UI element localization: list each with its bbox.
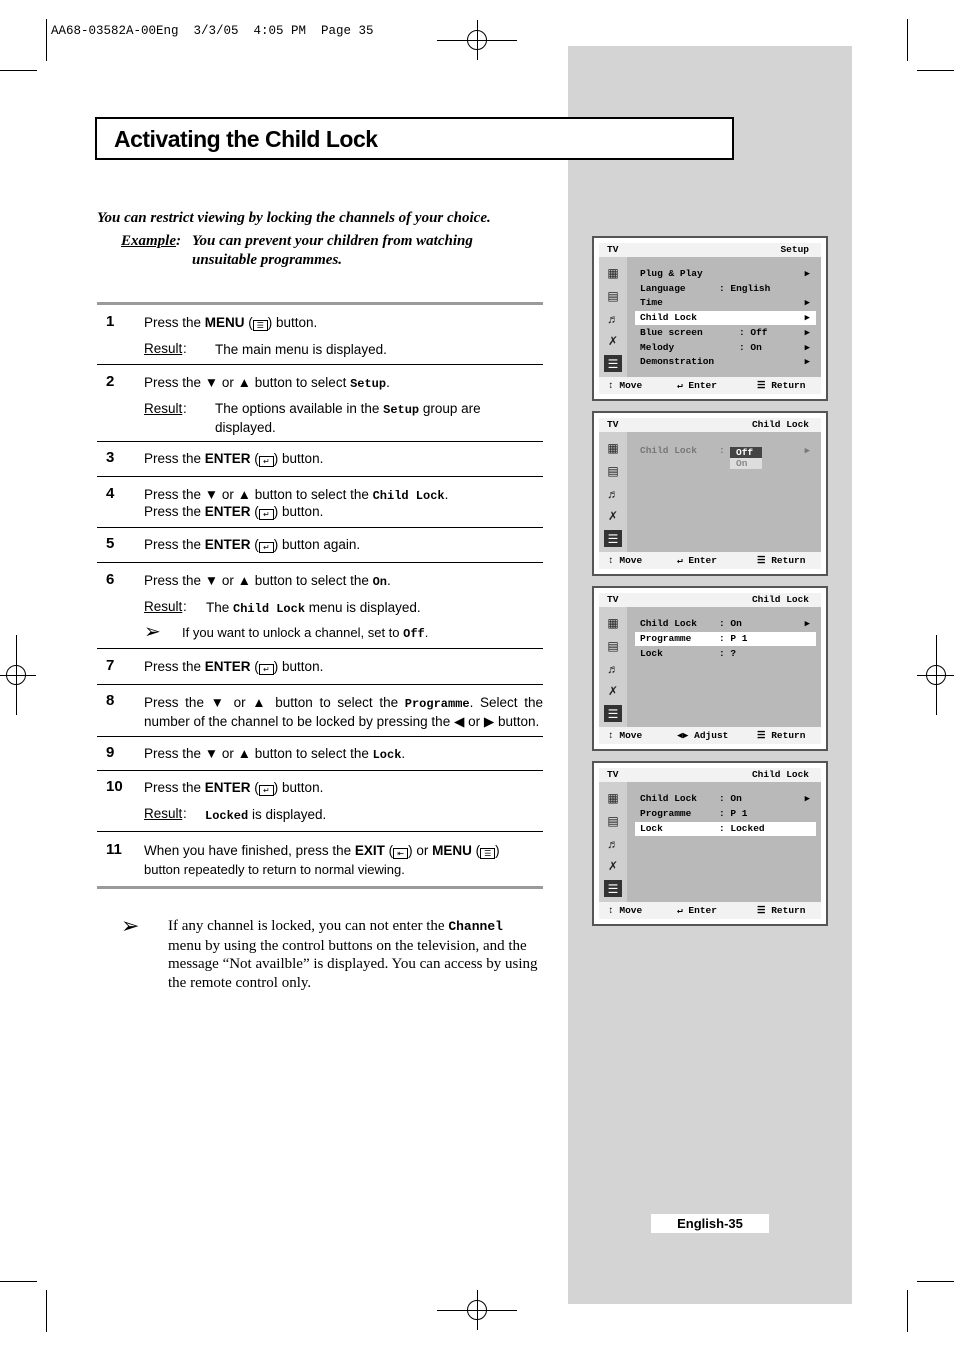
- registration-line: [477, 1290, 478, 1330]
- divider: [97, 736, 543, 737]
- step-number: 6: [106, 571, 115, 588]
- result-colon: :: [183, 806, 187, 821]
- enter-icon: ↵: [259, 509, 274, 520]
- osd-row: Language : English: [640, 283, 771, 294]
- example-colon: :: [176, 233, 181, 249]
- sound-icon: ♬: [607, 311, 619, 326]
- step-number: 1: [106, 313, 115, 330]
- result-label: Result: [144, 599, 183, 614]
- antenna-icon: ✗: [607, 858, 619, 873]
- crop-mark: [917, 70, 954, 71]
- osd-tv-label: TV: [607, 594, 619, 605]
- picture-icon: ▦: [607, 615, 619, 630]
- enter-icon: ↵: [259, 456, 274, 467]
- antenna-icon: ✗: [607, 683, 619, 698]
- step-instruction: Press the ▼ or ▲ button to select the Child Lock.: [144, 487, 449, 503]
- crop-mark: [917, 1281, 954, 1282]
- step-instruction: Press the ▼ or ▲ button to select the Programme. Select the number of the channel to be locked by pressing the ◀ or ▶ button.: [144, 695, 543, 729]
- setup-icon: ☰: [604, 880, 622, 897]
- divider: [97, 527, 543, 528]
- step-instruction: Press the ▼ or ▲ button to select the Lock.: [144, 746, 406, 762]
- antenna-icon: ✗: [607, 508, 619, 523]
- osd-tv-label: TV: [607, 244, 619, 255]
- step-instruction: Press the ENTER ( ↵ ) button.: [144, 504, 324, 519]
- step-instruction: Press the MENU ( ☰ ) button.: [144, 315, 318, 330]
- osd-row: Blue screen : Off ▶: [640, 327, 810, 338]
- step-number: 4: [106, 485, 115, 502]
- osd-screen-child-lock: [592, 411, 828, 576]
- step-instruction: Press the ENTER ( ↵ ) button again.: [144, 537, 361, 552]
- step-instruction: Press the ▼ or ▲ button to select Setup.: [144, 375, 390, 391]
- page-title: Activating the Child Lock: [114, 126, 378, 152]
- osd-title: Child Lock: [751, 769, 809, 780]
- osd-row-selected: Lock : Locked: [635, 822, 816, 836]
- osd-side-icons: [599, 782, 627, 902]
- osd-option-selected: Off: [730, 447, 762, 458]
- osd-footer: ↕ Move ↵ Enter ☰ Return: [599, 377, 821, 394]
- picture-icon: ▦: [607, 440, 619, 455]
- osd-option: On: [730, 458, 762, 469]
- example-label: Example: [121, 233, 176, 249]
- setup-icon: ☰: [604, 705, 622, 722]
- step-number: 2: [106, 373, 115, 390]
- picture-icon: ▦: [607, 790, 619, 805]
- registration-line: [936, 635, 937, 715]
- result-text: Locked is displayed.: [205, 807, 327, 823]
- crop-mark: [46, 1290, 47, 1332]
- result-label: Result: [144, 401, 183, 416]
- registration-line: [16, 635, 17, 715]
- result-colon: :: [183, 599, 187, 614]
- result-colon: :: [183, 341, 187, 356]
- osd-title: Child Lock: [751, 419, 809, 430]
- result-label: Result: [144, 341, 183, 356]
- divider: [97, 684, 543, 685]
- osd-row: Melody : On ▶: [640, 342, 810, 353]
- antenna-icon: ✗: [607, 333, 619, 348]
- osd-row: Child Lock : On ▶: [640, 793, 810, 804]
- osd-tv-label: TV: [607, 769, 619, 780]
- osd-side-icons: [599, 257, 627, 377]
- crop-mark: [0, 70, 37, 71]
- channel-icon: ▤: [607, 813, 619, 828]
- note-text: If you want to unlock a channel, set to Off.: [182, 625, 429, 641]
- result-text: The Child Lock menu is displayed.: [206, 600, 421, 616]
- osd-screen-lock: [592, 761, 828, 926]
- sound-icon: ♬: [607, 836, 619, 851]
- osd-side-icons: [599, 432, 627, 552]
- step-instruction: Press the ENTER ( ↵ ) button.: [144, 451, 324, 466]
- osd-footer: ↕ Move ↵ Enter ☰ Return: [599, 552, 821, 569]
- divider: [97, 364, 543, 365]
- crop-mark: [0, 1281, 37, 1282]
- sound-icon: ♬: [607, 486, 619, 501]
- result-text: The options available in the Setup group are displayed.: [215, 401, 481, 435]
- crop-mark: [907, 19, 908, 61]
- step-instruction: Press the ▼ or ▲ button to select the On.: [144, 573, 391, 589]
- print-header: AA68-03582A-00Eng 3/3/05 4:05 PM Page 35: [51, 24, 374, 38]
- osd-title: Child Lock: [751, 594, 809, 605]
- step-number: 10: [106, 778, 123, 795]
- step-instruction: Press the ENTER ( ↵ ) button.: [144, 659, 324, 674]
- osd-title: Setup: [780, 244, 809, 255]
- sound-icon: ♬: [607, 661, 619, 676]
- note-arrow-icon: ➢: [121, 913, 140, 938]
- step-instruction: Press the ENTER ( ↵ ) button.: [144, 780, 324, 795]
- step-instruction: button repeatedly to return to normal viewing.: [144, 862, 405, 877]
- page-number: English-35: [651, 1214, 769, 1233]
- osd-footer: ↕ Move ↵ Enter ☰ Return: [599, 902, 821, 919]
- step-instruction: When you have finished, press the EXIT ( ⇤ ) or MENU ( ☰ ): [144, 843, 500, 858]
- divider: [97, 886, 543, 889]
- step-number: 7: [106, 657, 115, 674]
- intro-text: You can restrict viewing by locking the channels of your choice.: [97, 210, 491, 226]
- registration-line: [477, 20, 478, 60]
- osd-row-selected: Child Lock ▶: [635, 311, 816, 325]
- exit-icon: ⇤: [393, 848, 408, 859]
- step-number: 3: [106, 449, 115, 466]
- divider: [97, 302, 543, 305]
- example-text: You can prevent your children from watching unsuitable programmes.: [192, 233, 473, 268]
- channel-icon: ▤: [607, 638, 619, 653]
- divider: [97, 441, 543, 442]
- crop-mark: [907, 1290, 908, 1332]
- enter-icon: ↵: [259, 542, 274, 553]
- osd-row: Child Lock : ▶: [640, 445, 810, 456]
- registration-line: [0, 675, 36, 676]
- step-number: 11: [106, 841, 122, 858]
- channel-icon: ▤: [607, 288, 619, 303]
- osd-tv-label: TV: [607, 419, 619, 430]
- osd-row: Lock : ?: [640, 648, 737, 659]
- divider: [97, 562, 543, 563]
- divider: [97, 476, 543, 477]
- osd-row: Time ▶: [640, 297, 810, 308]
- divider: [97, 648, 543, 649]
- bottom-note: If any channel is locked, you can not enter the Channel menu by using the control buttons on the television, and the message “Not availble” is displayed. You can access by using the remote control only.: [168, 918, 538, 991]
- result-text: The main menu is displayed.: [215, 342, 387, 357]
- osd-footer: ↕ Move ◀▶ Adjust ☰ Return: [599, 727, 821, 744]
- osd-row-selected: Programme : P 1: [635, 632, 816, 646]
- step-number: 9: [106, 744, 115, 761]
- enter-icon: ↵: [259, 664, 274, 675]
- osd-row: Demonstration ▶: [640, 356, 810, 367]
- osd-row: Child Lock : On ▶: [640, 618, 810, 629]
- channel-icon: ▤: [607, 463, 619, 478]
- osd-row: Programme : P 1: [640, 808, 748, 819]
- menu-icon: ☰: [253, 320, 268, 331]
- osd-row: Plug & Play ▶: [640, 268, 810, 279]
- setup-icon: ☰: [604, 530, 622, 547]
- step-number: 8: [106, 692, 115, 709]
- enter-icon: ↵: [259, 785, 274, 796]
- crop-mark: [46, 19, 47, 61]
- setup-icon: ☰: [604, 355, 622, 372]
- divider: [97, 831, 543, 832]
- divider: [97, 770, 543, 771]
- result-label: Result: [144, 806, 183, 821]
- osd-screen-programme: [592, 586, 828, 751]
- title-box: [95, 117, 734, 160]
- result-colon: :: [183, 401, 187, 416]
- note-arrow-icon: ➢: [144, 621, 161, 643]
- step-number: 5: [106, 535, 115, 552]
- menu-icon: ☰: [480, 848, 495, 859]
- picture-icon: ▦: [607, 265, 619, 280]
- osd-side-icons: [599, 607, 627, 727]
- intro: [97, 209, 491, 268]
- osd-screen-setup: [592, 236, 828, 401]
